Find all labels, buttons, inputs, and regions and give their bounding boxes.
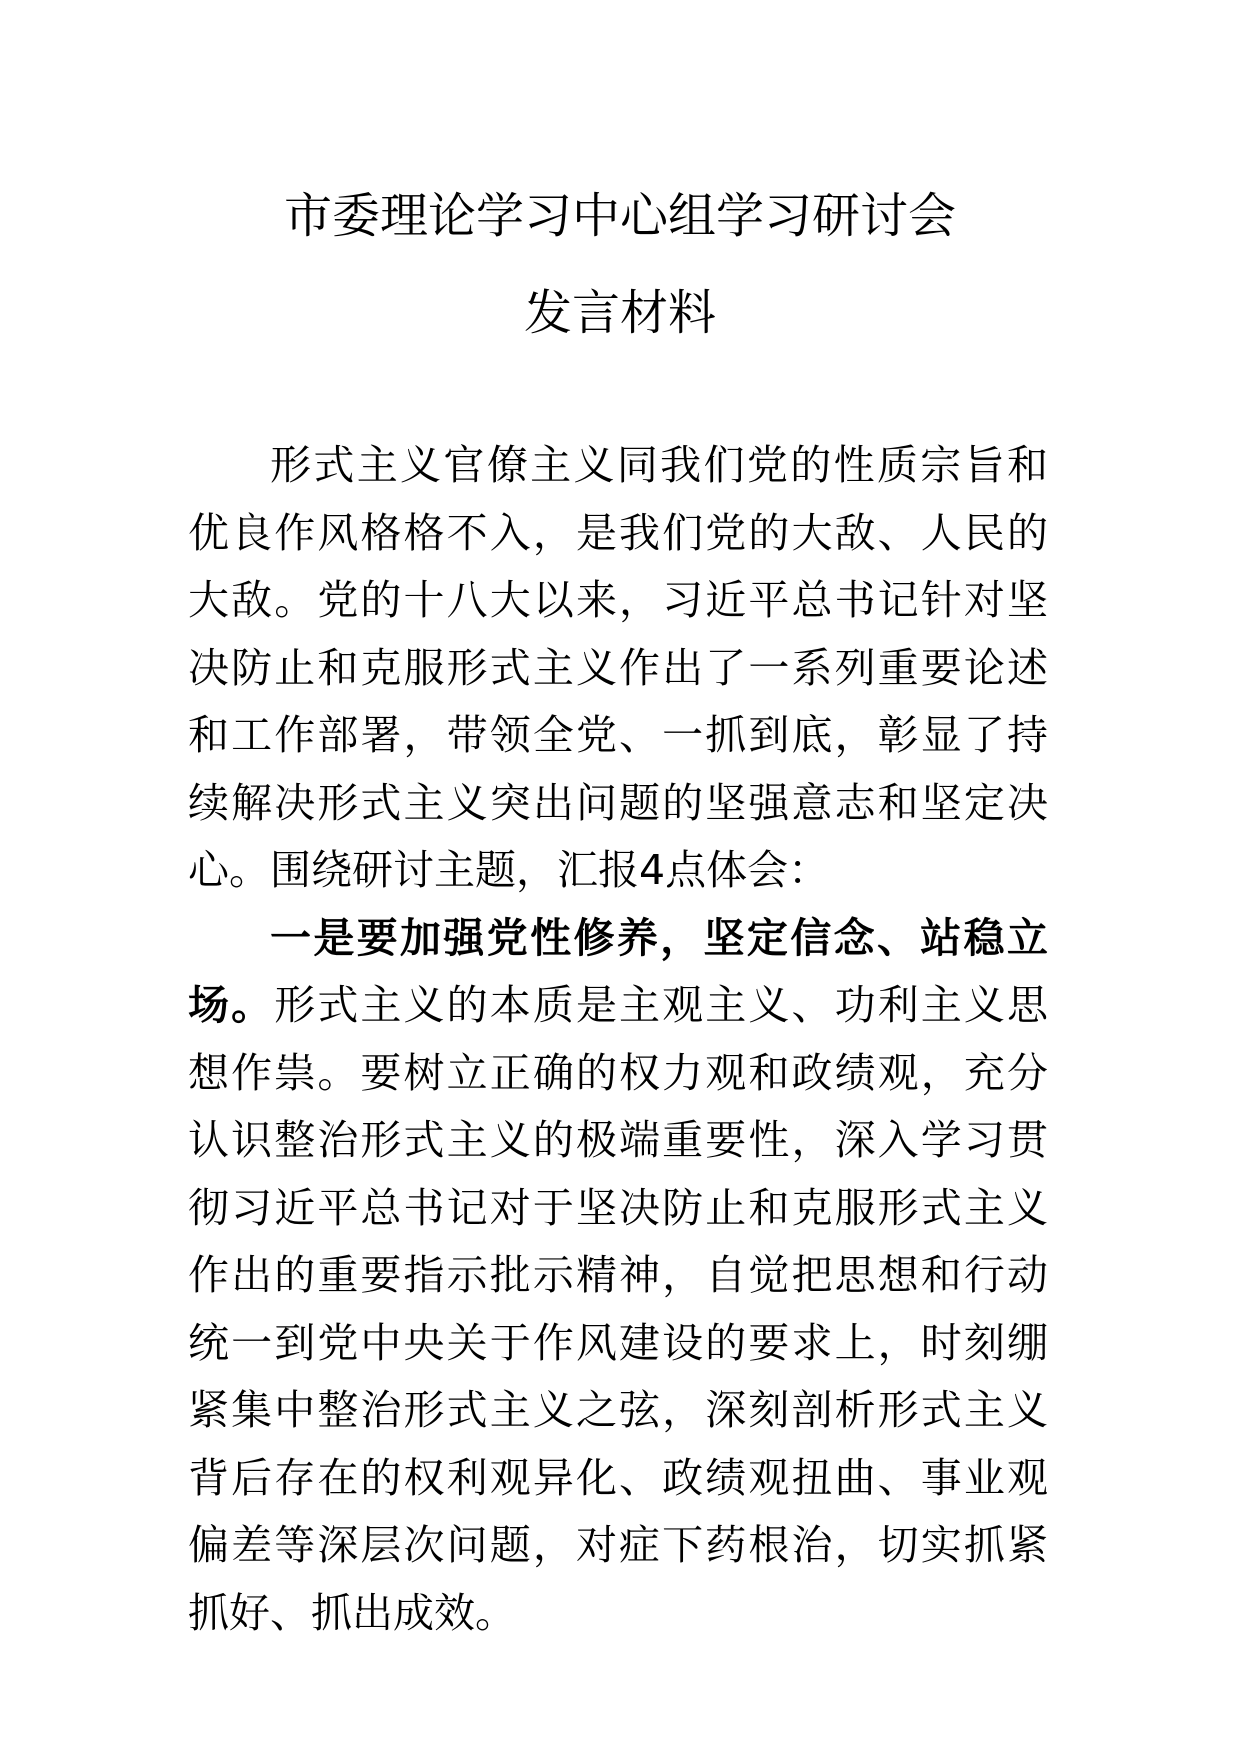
document-subtitle: 发言材料 <box>523 285 716 341</box>
document-title: 市委理论学习中心组学习研讨会 <box>283 188 956 244</box>
paragraph-point-1 <box>188 905 1048 1648</box>
document-body <box>188 432 1048 1647</box>
paragraph-intro: 形式主义官僚主义同我们党的性质宗旨和优良作风格格不入，是我们党的大敌、人民的大敌。党的十八大以来，习近平总书记针对坚决防止和克服形式主义作出了一系列重要论述和工作部署，带领全党、一抓到底，彰显了持续解决形式主义突出问题的坚强意志和坚定决心。围绕研讨主题，汇报4点体会： <box>188 441 1048 894</box>
point-1-heading: 一是要加强党性修养，坚定信念、站稳立场。 <box>188 913 1048 1029</box>
point-1-text: 形式主义的本质是主观主义、功利主义思想作祟。要树立正确的权力观和政绩观，充分认识整治形式主义的极端重要性，深入学习贯彻习近平总书记对于坚决防止和克服形式主义作出的重要指示批示精神，自觉把思想和行动统一到党中央关于作风建设的要求上，时刻绷紧集中整治形式主义之弦，深刻剖析形式主义背后存在的权利观异化、政绩观扭曲、事业观偏差等深层次问题，对症下药根治，切实抓紧抓好、抓出成效。 <box>188 981 1049 1637</box>
